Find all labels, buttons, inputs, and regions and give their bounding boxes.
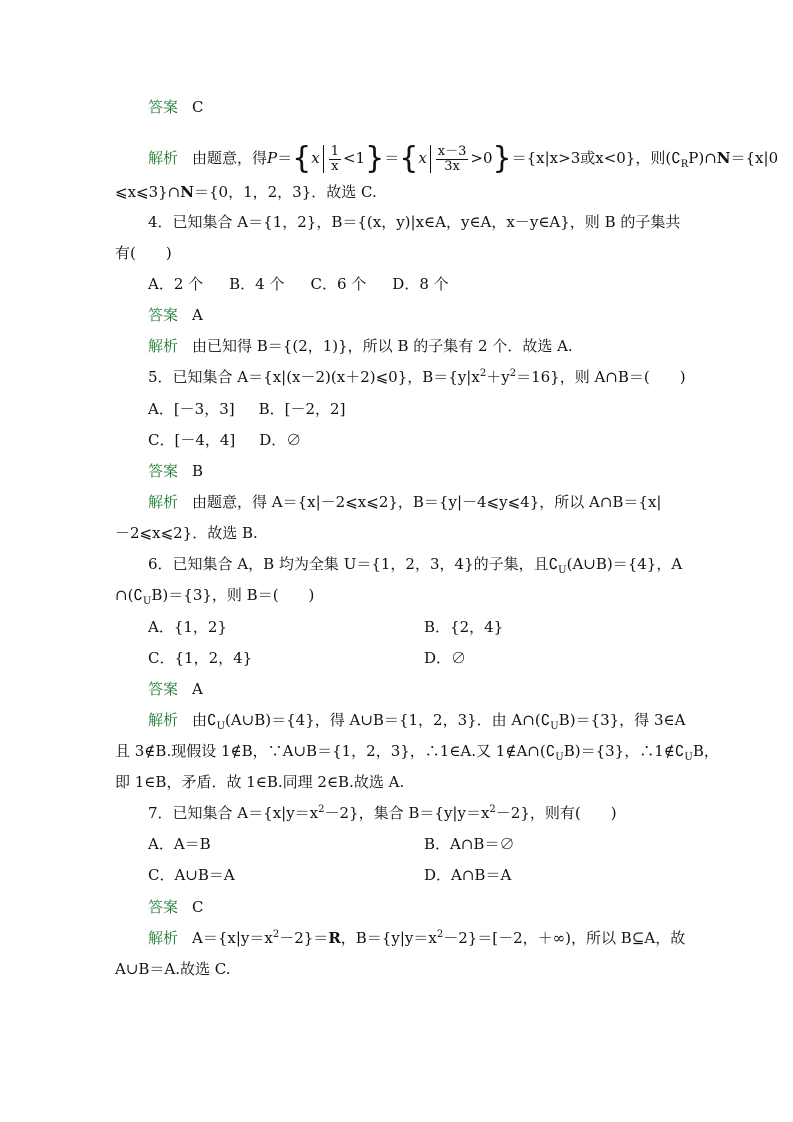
q5-option-b: B．[－2，2]: [258, 400, 346, 418]
q5-stem-b: ＋y: [486, 368, 510, 386]
q7-an1a: A＝{x|y＝x: [192, 929, 273, 947]
q7-analysis-line1: [148, 928, 685, 948]
q7-stem-a: 7．已知集合 A＝{x|y＝x: [148, 804, 319, 822]
q5-sup-2: 2: [509, 368, 517, 379]
frac1-den: x: [331, 158, 339, 174]
set-P: P: [267, 149, 278, 167]
frac1-num: 1: [330, 143, 339, 159]
q7-stem: [148, 803, 617, 823]
q7-sup-4: 2: [436, 929, 444, 940]
q7-sup-1: 2: [318, 804, 325, 815]
answer-label: 答案: [148, 462, 179, 480]
answer-label: 答案: [148, 898, 179, 916]
q4-analysis: 由已知得 B＝{(2，1)}，所以 B 的子集有 2 个．故选 A.: [192, 337, 573, 355]
fraction-2: [436, 145, 469, 174]
q5-stem-c: ＝16}，则 A∩B＝( ): [516, 368, 686, 386]
q6-analysis-line1: [148, 710, 685, 730]
q7-answer-line: [148, 897, 204, 917]
frac2-num: x－3: [437, 143, 467, 159]
q5-stem-a: 5．已知集合 A＝{x|(x－2)(x＋2)⩽0}，B＝{y|x: [148, 368, 480, 386]
q7-option-d: D．A∩B＝A: [424, 866, 512, 884]
set-bar-2: [430, 145, 431, 173]
q7-sup-3: 2: [272, 929, 280, 940]
q6-stem2b: B)＝{3}，则 B＝( ): [151, 586, 315, 604]
q7-sup-2: 2: [489, 804, 496, 815]
set-N: N: [716, 149, 731, 167]
q6-option-c: C．{1，2，4}: [148, 649, 253, 667]
q7-an1b: －2}＝: [279, 929, 329, 947]
q5-sup-1: 2: [479, 368, 487, 379]
q5-answer: B: [192, 462, 204, 480]
q3-analysis-line1: 解析 由题意，得P＝{x $\frac{1}{x}$ <1}＝{x $\frac{x-3}{3x}$ >0}＝{x|x>3或x<0}，则$(∁_RP)\cap N=\{x|0$: [148, 141, 779, 176]
q6-option-a: A．{1，2}: [148, 618, 228, 636]
q6-analysis-line2: [115, 741, 719, 761]
q5-analysis-line2: －2⩽x⩽2}．故选 B.: [115, 524, 258, 542]
q4-stem-line2: 有( ): [115, 244, 172, 262]
q7-option-c: C．A∪B＝A: [148, 866, 235, 884]
brace-open-2: {: [399, 141, 419, 176]
q4-answer: A: [192, 306, 203, 324]
analysis-label: 解析: [148, 149, 179, 167]
q4-option-a: A．2 个: [148, 275, 204, 293]
q6-an1c: B)＝{3}，得 3∈A: [558, 711, 686, 729]
q7-option-a: A．A＝B: [148, 835, 211, 853]
q3-analysis-post2: ＝{x|0: [730, 149, 779, 167]
complement-U-4: U: [550, 721, 559, 732]
q6-answer-line: [148, 679, 203, 699]
q5-answer-line: [148, 461, 203, 481]
analysis-label: 解析: [148, 929, 179, 947]
q4-answer-line: [148, 305, 203, 325]
frac2-den: 3x: [444, 158, 460, 174]
q7-an1d: －2}＝[－2，＋∞)，所以 B⊆A，故: [443, 929, 686, 947]
q5-stem: [148, 367, 686, 387]
complement-U-3: U: [216, 721, 225, 732]
q6-answer: A: [192, 680, 203, 698]
q5-option-c: C．[－4，4]: [148, 431, 236, 449]
q6-stem-line1: [148, 554, 682, 574]
q4-option-d: D．8 个: [392, 275, 449, 293]
frac2-rhs: >0: [470, 149, 493, 167]
q5-options-row1: [148, 399, 345, 419]
q6-stem1a: 6．已知集合 A，B 均为全集 U＝{1，2，3，4}的子集，且∁: [148, 555, 559, 573]
q3-answer-line: [148, 97, 204, 117]
brace-open: {: [292, 141, 312, 176]
q7-analysis-line2: A∪B＝A.故选 C.: [115, 960, 231, 978]
q3-analysis-post: P)∩: [688, 149, 717, 167]
complement-U-6: U: [684, 752, 693, 763]
q7-stem-b: －2}，集合 B＝{y|y＝x: [324, 804, 490, 822]
q5-option-a: A．[－3，3]: [148, 400, 235, 418]
q3-analysis-text: 由题意，得: [192, 149, 268, 167]
q3-answer: C: [192, 98, 204, 116]
analysis-label: 解析: [148, 337, 179, 355]
q6-option-d: D．∅: [424, 649, 467, 667]
q7-option-b: B．A∩B＝∅: [424, 835, 515, 853]
q6-an2c: B，: [692, 742, 719, 760]
q3-analysis-line2: [115, 182, 377, 202]
analysis-label: 解析: [148, 493, 179, 511]
set-bar: [323, 145, 324, 173]
q4-options: [148, 274, 449, 294]
q5-option-d: D．∅: [259, 431, 302, 449]
q6-stem2a: ∩(∁: [115, 586, 143, 604]
q7-answer: C: [192, 898, 204, 916]
answer-label: 答案: [148, 306, 179, 324]
frac1-rhs: <1: [342, 149, 366, 167]
set-N-2: N: [180, 183, 194, 201]
fraction-1: [329, 145, 341, 174]
q6-an1a: 由∁: [192, 711, 217, 729]
answer-label: 答案: [148, 680, 179, 698]
q4-option-b: B．4 个: [229, 275, 285, 293]
analysis-label: 解析: [148, 711, 179, 729]
brace-close: }: [365, 141, 385, 176]
q7-stem-c: －2}，则有( ): [495, 804, 617, 822]
q6-an1b: (A∪B)＝{4}，得 A∪B＝{1，2，3}．由 A∩(∁: [225, 711, 551, 729]
answer-label: 答案: [148, 98, 179, 116]
set-R: R: [328, 929, 341, 947]
complement-U: U: [558, 565, 567, 576]
q3-analysis-mid: ＝{x|x>3或x<0}，则(∁: [511, 149, 681, 167]
q6-option-b: B．{2，4}: [424, 618, 504, 636]
q5-options-row2: [148, 430, 301, 450]
q4-analysis-line: [148, 336, 573, 356]
q6-analysis-line3: 即 1∈B，矛盾．故 1∈B.同理 2∈B.故选 A.: [115, 773, 405, 791]
q6-stem-line2: [115, 585, 314, 605]
q5-analysis-1: 由题意，得 A＝{x|－2⩽x⩽2}，B＝{y|－4⩽y⩽4}，所以 A∩B＝{x|: [192, 493, 662, 511]
q3-line2b: ＝{0，1，2，3}．故选 C.: [193, 183, 377, 201]
complement-U-2: U: [142, 596, 152, 607]
q4-stem-line1: 4．已知集合 A＝{1，2}，B＝{(x，y)|x∈A，y∈A，x－y∈A}，则 B 的子集共: [148, 213, 681, 231]
q4-option-c: C．6 个: [310, 275, 367, 293]
brace-close-2: }: [492, 141, 512, 176]
q5-analysis-line1: [148, 492, 662, 512]
q7-an1c: ，B＝{y|y＝x: [340, 929, 437, 947]
q6-an2b: B)＝{3}，∴1∉∁: [563, 742, 685, 760]
q6-stem1b: (A∪B)＝{4}，A: [566, 555, 683, 573]
q6-an2a: 且 3∉B.现假设 1∉B，∵A∪B＝{1，2，3}，∴1∈A.又 1∉A∩(∁: [115, 742, 556, 760]
complement-R: R: [680, 159, 689, 170]
complement-U-5: U: [555, 752, 564, 763]
q3-line2: ⩽x⩽3}∩: [115, 183, 181, 201]
